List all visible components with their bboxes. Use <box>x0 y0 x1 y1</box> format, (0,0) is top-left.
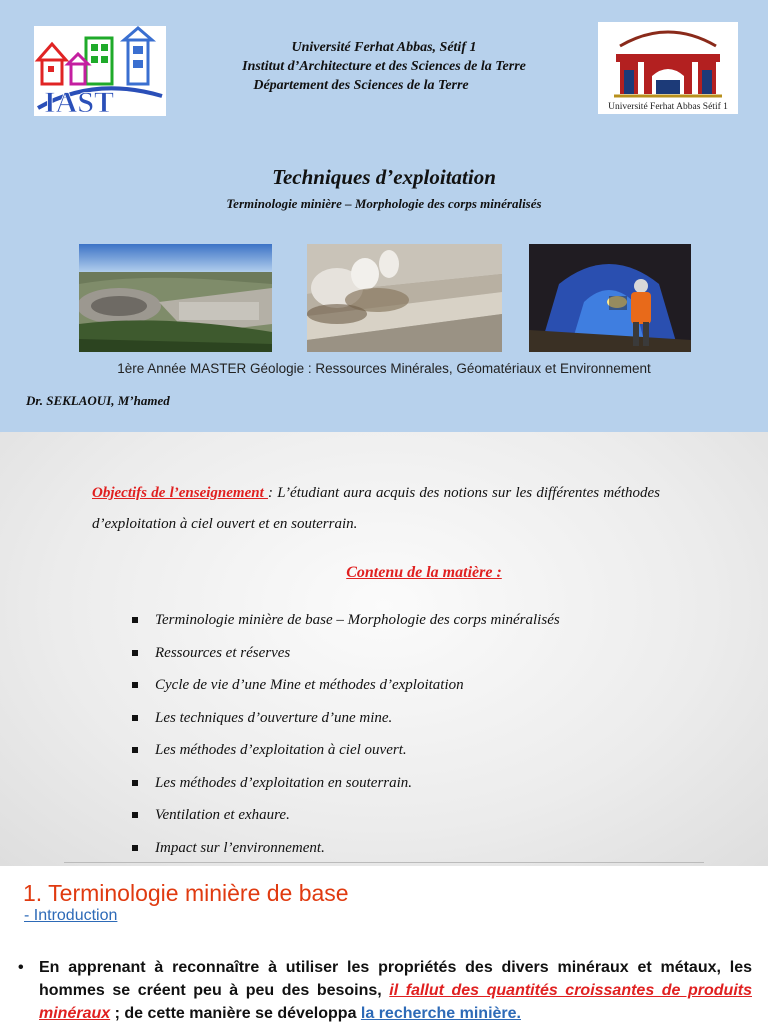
iast-logo <box>34 26 166 116</box>
intro-highlight-blue: la recherche minière. <box>360 1005 521 1022</box>
header-line-institute: Institut d’Architecture et des Sciences de la Terre <box>242 59 526 74</box>
bullet-icon <box>132 650 138 656</box>
intro-text-part1: En apprenant à reconnaître à utiliser les propriétés des divers minéraux et métaux, les hommes se créent peu à peu des besoins, <box>39 959 752 999</box>
title-slide <box>0 0 768 432</box>
topic-text: Les méthodes d’exploitation à ciel ouvert. <box>155 742 407 758</box>
topic-text: Les techniques d’ouverture d’une mine. <box>155 709 393 726</box>
contenu-heading: Contenu de la matière : <box>346 564 502 581</box>
bullet-icon <box>132 617 138 623</box>
header-line-department: Département des Sciences de la Terre <box>253 78 469 93</box>
author-name: Dr. SEKLAOUI, M’hamed <box>26 393 170 408</box>
institution-header <box>180 38 588 95</box>
section-subheading: - Introduction <box>24 907 118 924</box>
slide-divider <box>64 862 704 863</box>
bullet-icon <box>132 812 138 818</box>
quarry-blast-photo <box>307 244 502 352</box>
topic-text: Impact sur l’environnement. <box>155 839 325 856</box>
topic-text: Cycle de vie d’une Mine et méthodes d’exploitation <box>155 677 464 693</box>
course-outline-slide <box>0 432 768 866</box>
intro-text-part2: ; de cette manière se développa <box>110 1005 361 1022</box>
objectives-paragraph <box>92 478 660 540</box>
course-title: Techniques d’exploitation <box>272 165 496 189</box>
underground-mine-photo <box>529 244 691 352</box>
objectives-label: Objectifs de l’enseignement <box>92 485 269 501</box>
topic-text: Terminologie minière de base – Morphologie des corps minéralisés <box>155 612 560 628</box>
section-heading: 1. Terminologie minière de base <box>23 880 349 906</box>
topic-text: Ventilation et exhaure. <box>155 807 290 823</box>
bullet-icon: • <box>18 959 24 976</box>
objectives-separator: : <box>268 485 278 501</box>
intro-paragraph <box>39 956 752 1024</box>
intro-bullet-item <box>18 956 752 1024</box>
bullet-icon <box>132 780 138 786</box>
program-label: 1ère Année MASTER Géologie : Ressources Minérales, Géomatériaux et Environnement <box>117 361 651 376</box>
open-pit-aerial-photo <box>79 244 272 352</box>
course-subtitle: Terminologie minière – Morphologie des corps minéralisés <box>226 196 542 211</box>
iast-logo-text: IAST <box>44 86 115 116</box>
objectives-text: L’étudiant aura acquis des notions sur les différentes méthodes d’exploitation à ciel ouvert et en souterrain. <box>92 485 660 532</box>
bullet-icon <box>132 682 138 688</box>
bullet-icon <box>132 747 138 753</box>
terminology-slide <box>0 866 768 1024</box>
bullet-icon <box>132 845 138 851</box>
header-line-university: Université Ferhat Abbas, Sétif 1 <box>291 40 477 55</box>
university-logo <box>598 22 738 114</box>
university-logo-caption: Université Ferhat Abbas Sétif 1 <box>608 102 728 112</box>
topic-text: Ressources et réserves <box>155 644 291 661</box>
topic-text: Les méthodes d’exploitation en souterrain. <box>155 774 413 791</box>
bullet-icon <box>132 715 138 721</box>
intro-highlight-red: il fallut des quantités croissantes de produits minéraux <box>39 982 752 1022</box>
